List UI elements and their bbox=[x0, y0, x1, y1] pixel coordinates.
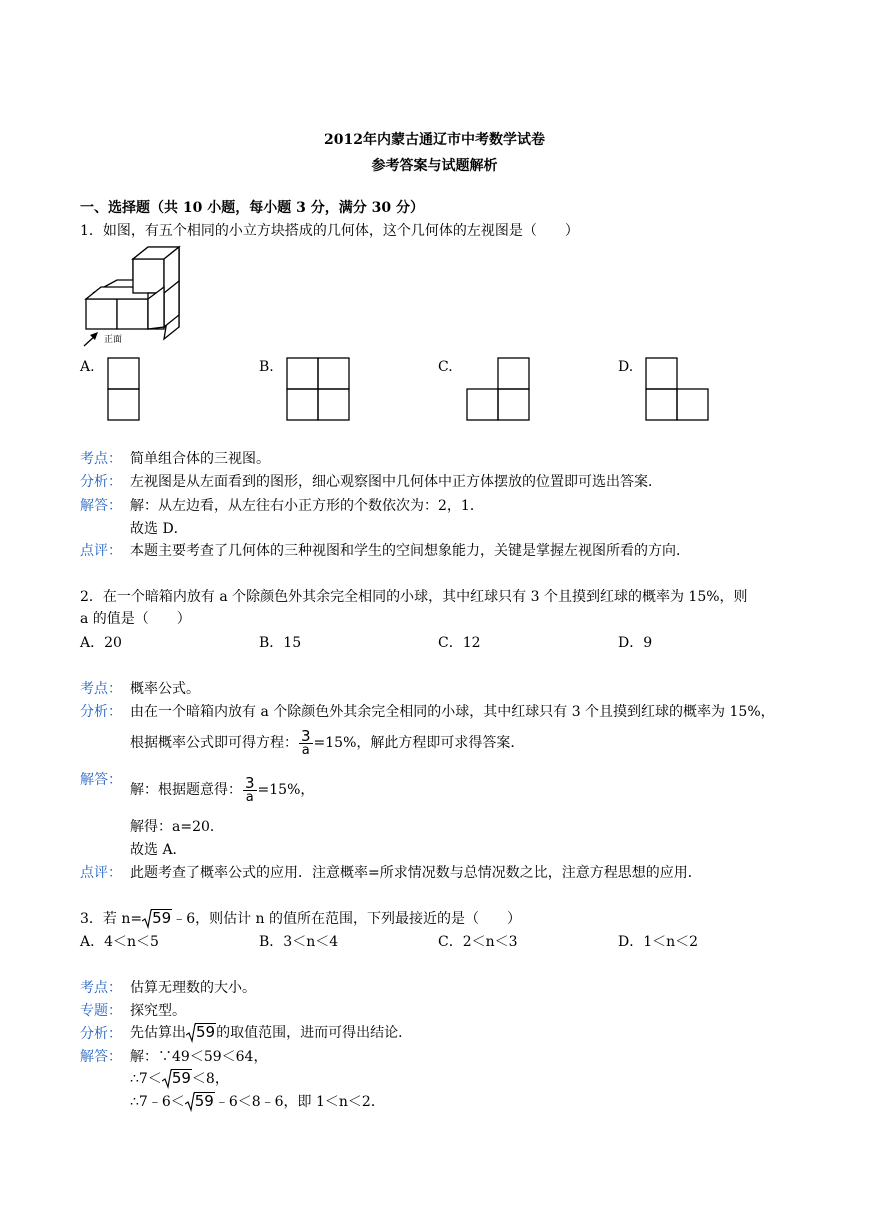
radicand: 59 bbox=[171, 1069, 191, 1087]
question-2-stem-2: a 的值是（ ） bbox=[80, 611, 191, 627]
q3-jieda-2-text-b: ＜8， bbox=[191, 1071, 229, 1087]
q2-jieda-line-1 bbox=[130, 775, 314, 805]
q1-option-b-label: B. bbox=[259, 359, 274, 375]
q2-jieda-line-2: 解得：a=20． bbox=[130, 819, 224, 835]
q3-kaodian: 估算无理数的大小。 bbox=[130, 980, 256, 996]
question-2-stem-1: 2．在一个暗箱内放有 a 个除颜色外其余完全相同的小球，其中红球只有 3 个且摸到红球的概率为 15%，则 bbox=[80, 589, 748, 605]
q3-zhuanti: 探究型。 bbox=[130, 1003, 186, 1019]
q3-option-a: A．4＜n＜5 bbox=[80, 934, 159, 950]
q2-fenxi-text-b: =15%，解此方程即可求得答案． bbox=[313, 735, 525, 751]
q3-stem-text-a: 3．若 n= bbox=[80, 911, 143, 927]
q1-option-b-figure bbox=[286, 357, 350, 423]
q3-jieda-3-text-b: ﹣6＜8﹣6，即 1＜n＜2． bbox=[214, 1094, 385, 1110]
q2-fenxi-line-2 bbox=[130, 728, 524, 758]
radicand: 59 bbox=[196, 1023, 216, 1041]
sqrt-59 bbox=[162, 1067, 192, 1091]
figure-caption: 正面 bbox=[104, 335, 123, 345]
q2-dianping-label: 点评： bbox=[80, 865, 122, 881]
q3-zhuanti-label: 专题： bbox=[80, 1003, 122, 1019]
fraction-denominator: a bbox=[245, 789, 254, 805]
cube-figure bbox=[78, 247, 188, 347]
q1-option-a-label: A. bbox=[80, 359, 95, 375]
q1-jieda-label: 解答： bbox=[80, 498, 122, 514]
page-title: 2012年内蒙古通辽市中考数学试卷 bbox=[324, 132, 545, 148]
sqrt-59 bbox=[186, 1021, 216, 1045]
q2-option-d: D．9 bbox=[618, 635, 653, 651]
q3-fenxi-label: 分析： bbox=[80, 1026, 122, 1042]
q3-option-c: C．2＜n＜3 bbox=[438, 934, 518, 950]
q3-option-b: B．3＜n＜4 bbox=[259, 934, 339, 950]
q2-jieda-line-3: 故选 A． bbox=[130, 842, 187, 858]
q1-kaodian: 简单组合体的三视图。 bbox=[130, 451, 270, 467]
q1-dianping-label: 点评： bbox=[80, 543, 122, 559]
q2-fenxi-text-a: 根据概率公式即可得方程： bbox=[130, 735, 298, 751]
q3-option-d: D．1＜n＜2 bbox=[618, 934, 699, 950]
q2-kaodian: 概率公式。 bbox=[130, 681, 200, 697]
q1-option-d-figure bbox=[645, 357, 709, 423]
question-3-stem bbox=[80, 907, 521, 931]
q2-jieda-label: 解答： bbox=[80, 772, 122, 788]
q3-jieda-label: 解答： bbox=[80, 1049, 122, 1065]
page-subtitle: 参考答案与试题解析 bbox=[371, 158, 498, 174]
q2-jieda-text-b: =15%， bbox=[257, 782, 315, 798]
q3-stem-text-b: ﹣6，则估计 n 的值所在范围，下列最接近的是（ ） bbox=[172, 911, 522, 927]
sqrt-59 bbox=[142, 907, 172, 931]
fraction-numerator: 3 bbox=[301, 726, 311, 745]
q3-kaodian-label: 考点： bbox=[80, 980, 122, 996]
q3-jieda-2-text-a: ∴7＜ bbox=[130, 1071, 162, 1087]
q2-kaodian-label: 考点： bbox=[80, 681, 122, 697]
q1-fenxi: 左视图是从左面看到的图形，细心观察图中几何体中正方体摆放的位置即可选出答案． bbox=[130, 474, 662, 490]
q3-jieda-3-text-a: ∴7﹣6＜ bbox=[130, 1094, 185, 1110]
question-1-stem: 1．如图，有五个相同的小立方块搭成的几何体，这个几何体的左视图是（ ） bbox=[80, 223, 579, 239]
q2-option-b: B．15 bbox=[259, 635, 302, 651]
q2-option-a: A．20 bbox=[80, 635, 122, 651]
q3-jieda-line-3 bbox=[130, 1090, 385, 1114]
fraction-3-over-a bbox=[299, 726, 313, 758]
q3-jieda-line-1: 解：∵49＜59＜64， bbox=[130, 1049, 268, 1065]
q3-fenxi bbox=[130, 1021, 412, 1045]
q1-option-d-label: D. bbox=[618, 359, 634, 375]
radicand: 59 bbox=[194, 1092, 214, 1110]
radicand: 59 bbox=[152, 909, 172, 927]
q1-fenxi-label: 分析： bbox=[80, 474, 122, 490]
q2-jieda-text-a: 解：根据题意得： bbox=[130, 782, 242, 798]
q1-option-c-label: C. bbox=[438, 359, 453, 375]
section-heading: 一、选择题（共 10 小题，每小题 3 分，满分 30 分） bbox=[80, 200, 424, 216]
fraction-3-over-a-2 bbox=[243, 773, 257, 805]
q3-fenxi-text-a: 先估算出 bbox=[130, 1025, 186, 1041]
q3-jieda-line-2 bbox=[130, 1067, 229, 1091]
q1-option-a-figure bbox=[107, 357, 140, 423]
fraction-denominator: a bbox=[301, 742, 310, 758]
q1-option-c-figure bbox=[466, 357, 530, 423]
q2-fenxi-line-1: 由在一个暗箱内放有 a 个除颜色外其余完全相同的小球，其中红球只有 3 个且摸到红球的概率为 15%， bbox=[130, 704, 775, 720]
q1-jieda-line-1: 解：从左边看，从左往右小正方形的个数依次为：2，1． bbox=[130, 498, 484, 514]
q1-kaodian-label: 考点： bbox=[80, 451, 122, 467]
q3-fenxi-text-b: 的取值范围，进而可得出结论． bbox=[216, 1025, 413, 1041]
q1-jieda-line-2: 故选 D． bbox=[130, 521, 188, 537]
q2-fenxi-label: 分析： bbox=[80, 704, 122, 720]
fraction-numerator: 3 bbox=[245, 773, 255, 792]
q2-dianping: 此题考查了概率公式的应用．注意概率=所求情况数与总情况数之比，注意方程思想的应用． bbox=[130, 865, 702, 881]
sqrt-59 bbox=[185, 1090, 215, 1114]
q2-option-c: C．12 bbox=[438, 635, 481, 651]
q1-dianping: 本题主要考查了几何体的三种视图和学生的空间想象能力，关键是掌握左视图所看的方向． bbox=[130, 543, 690, 559]
